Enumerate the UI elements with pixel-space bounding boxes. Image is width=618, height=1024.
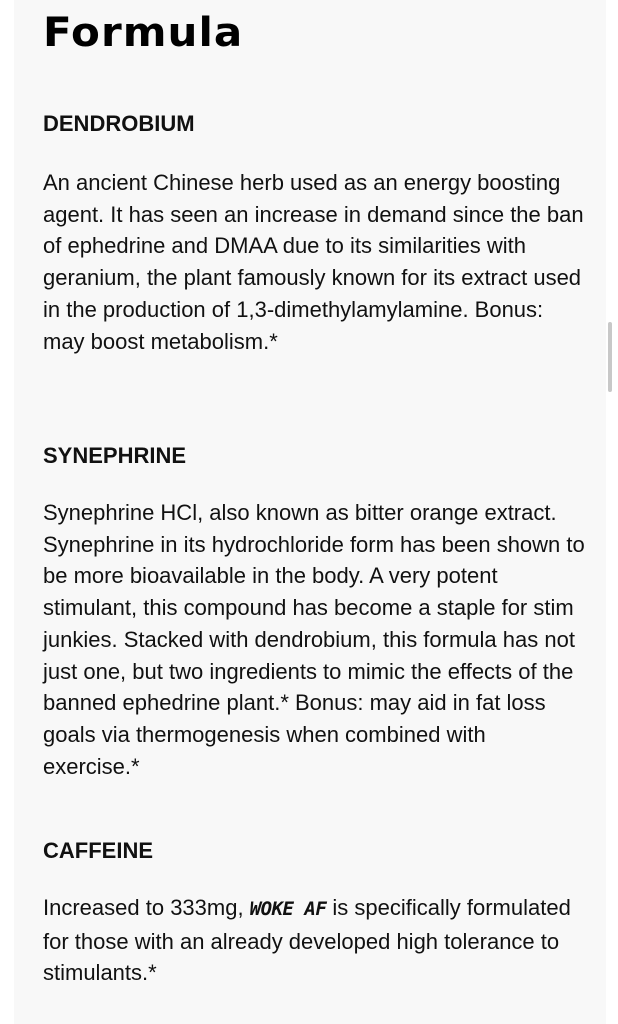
section-synephrine <box>43 442 588 782</box>
body-text-pre: Increased to 333mg, <box>43 895 250 920</box>
section-heading: CAFFEINE <box>43 838 153 863</box>
body-text-post: is specifically formulated for those with an already developed high tolerance to stimulants.* <box>43 895 571 986</box>
content-column <box>43 0 588 986</box>
section-dendrobium <box>43 110 588 357</box>
section-body <box>43 892 588 989</box>
section-body: An ancient Chinese herb used as an energy boosting agent. It has seen an increase in demand since the ban of ephedrine and DMAA due to its similarities with geranium, the plant famously known for its extract used in the production of 1,3-dimethylamylamine. Bonus: may boost metabolism.* <box>43 170 584 354</box>
scrollbar-thumb[interactable] <box>608 322 612 392</box>
section-caffeine <box>43 837 588 989</box>
page-title: Formula <box>43 10 244 56</box>
section-heading: SYNEPHRINE <box>43 443 187 468</box>
section-heading: DENDROBIUM <box>43 111 195 136</box>
page-container <box>14 0 606 1024</box>
section-body: Synephrine HCl, also known as bitter orange extract. Synephrine in its hydrochloride form has been shown to be more bioavailable in the body. A very potent stimulant, this compound has become a staple for stim junkies. Stacked with dendrobium, this formula has not just one, but two ingredients to mimic the effects of the banned ephedrine plant.* Bonus: may aid in fat loss goals via thermogenesis when combined with exercise.* <box>43 500 585 779</box>
brand-name: WOKE AF <box>249 898 327 920</box>
